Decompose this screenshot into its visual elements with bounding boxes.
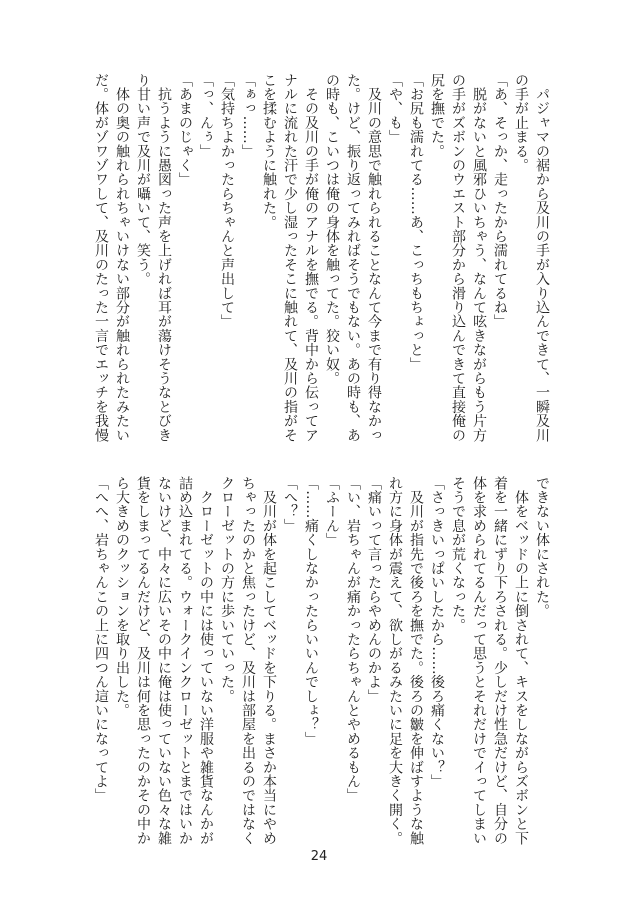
- text-column: 詰め込まれてる。ウォークインクローゼットとまではいか: [177, 476, 193, 846]
- lower-text-block: [90, 476, 552, 856]
- text-column: 「さっきいっぱいしたから……後ろ痛くない？」: [429, 476, 445, 789]
- text-column: 「気持ちよかったらちゃんと声出して」: [219, 73, 235, 329]
- text-column: の時も、こいつは俺の身体を触ってた。狡い奴。: [324, 73, 340, 386]
- text-column: 「へ？」: [282, 476, 298, 533]
- text-column: 体を求められてるんだって思うとそれだけでイってしまい: [471, 476, 487, 846]
- text-column: 「や、も」: [387, 73, 403, 144]
- text-column: 尻を撫でた。: [429, 73, 445, 159]
- upper-text-block: [90, 73, 552, 453]
- text-column: できない体にされた。: [534, 476, 550, 618]
- text-column: だ。体がゾワゾワして、及川のたった一言でエッチを我慢: [93, 73, 109, 443]
- text-column: 「ふーん」: [324, 476, 340, 547]
- text-column: 「お尻も濡れてる……あ、こっちもちょっと」: [408, 73, 424, 372]
- text-column: 「あまのじゃく」: [177, 73, 193, 187]
- text-column: 及川が指先で後ろを撫でた。後ろの皺を伸ばすような触: [408, 476, 424, 846]
- text-column: り甘い声で及川が囁いて、笑う。: [135, 73, 151, 286]
- text-column: れ方に身体が震えて、欲しがるみたいに足を大きく開く。: [387, 476, 403, 846]
- text-column: 脱がないと風邪ひいちゃう、なんて呟きながらもう片方: [471, 73, 487, 443]
- text-column: 体をベッドの上に倒されて、キスをしながらズボンと下: [513, 476, 529, 846]
- text-column: 「痛いって言ったらやめんのかよ」: [366, 476, 382, 704]
- text-column: 貨をしまってるんだけど、及川は何を思ったのかその中か: [135, 476, 151, 846]
- text-column: ナルに流れた汗で少し湿ったそこに触れて、及川の指がそ: [282, 73, 298, 443]
- text-column: 「っ、んぅ」: [198, 73, 214, 159]
- text-column: 体の奥の触れられちゃいけない部分が触れられたみたい: [114, 73, 130, 443]
- text-column: の手が止まる。: [513, 73, 529, 173]
- text-column: 及川の意思で触れられることなんて今まで有り得なかっ: [366, 73, 382, 443]
- text-column: 「い、岩ちゃんが痛かったらちゃんとやめるもん」: [345, 476, 361, 803]
- text-column: ら大きめのクッションを取り出した。: [114, 476, 130, 718]
- text-column: クローゼットの中には使っていない洋服や雑貨なんかが: [198, 476, 214, 846]
- text-column: の手がズボンのウエスト部分から滑り込んできて直接俺の: [450, 73, 466, 443]
- text-column: クローゼットの方に歩いていった。: [219, 476, 235, 704]
- text-column: 「あ、そっか、走ったから濡れてるね」: [492, 73, 508, 329]
- text-column: 抗うように愚図った声を上げれば耳が蕩けそうなとびき: [156, 73, 172, 443]
- text-column: ちゃったのかと焦ったけど、及川は部屋を出るのではなく: [240, 476, 256, 846]
- text-column: こを揉むように触れた。: [261, 73, 277, 230]
- text-column: ないけど、中々に広いその中に俺は使っていない色々な雑: [156, 476, 172, 846]
- text-column: 「へへ、岩ちゃんこの上に四つん這いになってよ」: [93, 476, 109, 803]
- text-column: その及川の手が俺のアナルを撫でる。背中から伝ってア: [303, 73, 319, 443]
- text-column: 着を一緒にずり下ろされる。少しだけ性急だけど、自分の: [492, 476, 508, 846]
- text-column: そうで息が荒くなった。: [450, 476, 466, 633]
- page-number: 24: [310, 849, 328, 864]
- text-column: た。けど、振り返ってみればそうでもない。あの時も、あ: [345, 73, 361, 443]
- text-column: 及川が体を起こしてベッドを下りる。まさか本当にやめ: [261, 476, 277, 846]
- text-column: 「……痛くしなかったらいいんでしょ？」: [303, 476, 319, 746]
- text-column: 「ぁっ……」: [240, 73, 256, 159]
- text-column: パジャマの裾から及川の手が入り込んできて、一瞬及川: [534, 73, 550, 443]
